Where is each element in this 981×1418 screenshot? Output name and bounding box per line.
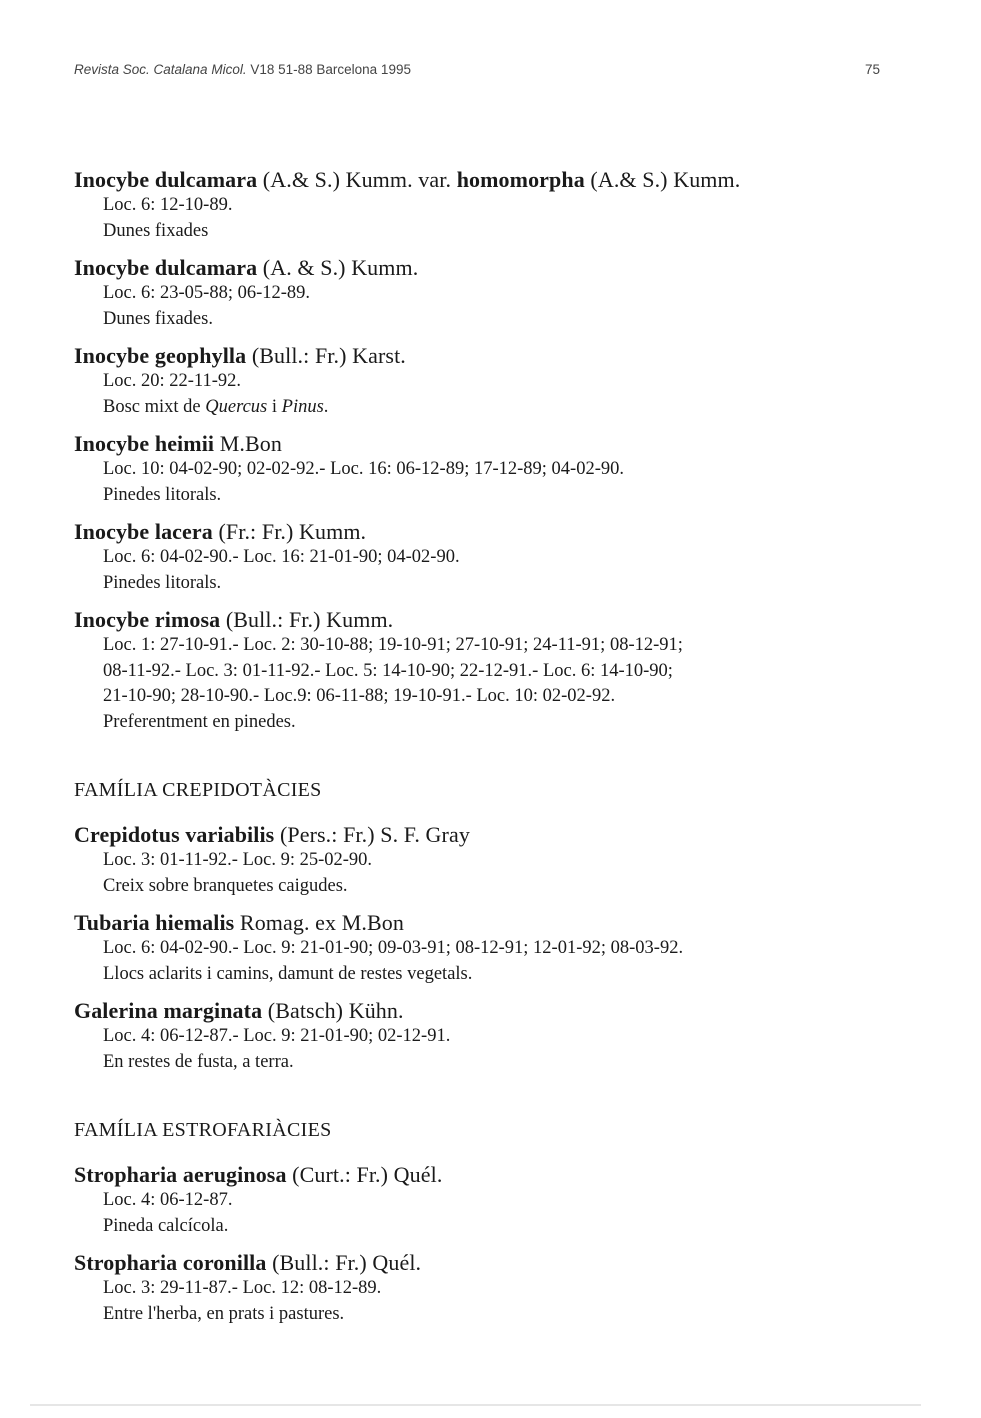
locality-line: Loc. 6: 04-02-90.- Loc. 9: 21-01-90; 09-03-91; 08-12-91; 12-01-92; 08-03-92. bbox=[103, 938, 684, 958]
locality-line: Loc. 4: 06-12-87.- Loc. 9: 21-01-90; 02-12-91. bbox=[103, 1026, 451, 1046]
taxon-name: homomorpha bbox=[456, 167, 585, 192]
species-entry bbox=[74, 342, 894, 420]
species-name bbox=[74, 430, 894, 457]
locality-line: Loc. 4: 06-12-87. bbox=[103, 1190, 233, 1210]
habitat-line: En restes de fusta, a terra. bbox=[103, 1051, 294, 1072]
species-entry bbox=[74, 1161, 894, 1239]
species-entry bbox=[74, 254, 894, 332]
locality-line: Loc. 10: 04-02-90; 02-02-92.- Loc. 16: 06-12-89; 17-12-89; 04-02-90. bbox=[103, 459, 624, 479]
species-entry bbox=[74, 909, 894, 987]
taxon-name: Inocybe heimii bbox=[74, 431, 215, 456]
taxon-authority: (Bull.: Fr.) Kumm. bbox=[220, 607, 394, 632]
species-name bbox=[74, 1161, 894, 1188]
journal-citation: V18 51-88 Barcelona 1995 bbox=[250, 62, 411, 77]
species-name bbox=[74, 606, 894, 633]
locality-line: 08-11-92.- Loc. 3: 01-11-92.- Loc. 5: 14-10-90; 22-12-91.- Loc. 6: 14-10-90; bbox=[103, 660, 673, 681]
species-name bbox=[74, 518, 894, 545]
species-name bbox=[74, 166, 894, 193]
locality-line: Loc. 6: 23-05-88; 06-12-89. bbox=[103, 283, 311, 303]
locality-line: Loc. 3: 29-11-87.- Loc. 12: 08-12-89. bbox=[103, 1278, 382, 1298]
habitat-line: Dunes fixades bbox=[103, 220, 209, 241]
taxon-name: Stropharia coronilla bbox=[74, 1250, 267, 1275]
taxon-authority: Romag. ex M.Bon bbox=[234, 910, 404, 935]
taxon-name: Crepidotus variabilis bbox=[74, 822, 275, 847]
family-heading: FAMÍLIA CREPIDOTÀCIES bbox=[74, 779, 322, 801]
species-name bbox=[74, 997, 894, 1024]
habitat-line: Pineda calcícola. bbox=[103, 1215, 229, 1236]
species-name bbox=[74, 254, 894, 281]
page-edge-shadow bbox=[30, 1404, 921, 1406]
locality-line: Loc. 3: 01-11-92.- Loc. 9: 25-02-90. bbox=[103, 850, 373, 870]
taxon-name: Inocybe dulcamara bbox=[74, 255, 258, 280]
habitat-line: Bosc mixt de Quercus i Pinus. bbox=[103, 396, 329, 417]
habitat-line: Dunes fixades. bbox=[103, 308, 213, 329]
habitat-line: Creix sobre branquetes caigudes. bbox=[103, 875, 348, 896]
running-head bbox=[74, 62, 880, 84]
species-name bbox=[74, 342, 894, 369]
family-heading: FAMÍLIA ESTROFARIÀCIES bbox=[74, 1119, 332, 1141]
species-name bbox=[74, 1249, 894, 1276]
taxon-authority: (A.& S.) Kumm. var. bbox=[257, 167, 457, 192]
species-entry bbox=[74, 606, 894, 735]
species-name bbox=[74, 909, 894, 936]
locality-line: Loc. 20: 22-11-92. bbox=[103, 371, 242, 391]
taxon-name: Stropharia aeruginosa bbox=[74, 1162, 287, 1187]
taxon-name: Inocybe lacera bbox=[74, 519, 213, 544]
habitat-line: Llocs aclarits i camins, damunt de restes vegetals. bbox=[103, 963, 473, 984]
taxon-authority: (Curt.: Fr.) Quél. bbox=[286, 1162, 443, 1187]
species-name bbox=[74, 821, 894, 848]
species-entry bbox=[74, 518, 894, 596]
species-entry bbox=[74, 166, 894, 244]
page-number: 75 bbox=[864, 62, 880, 77]
taxon-authority: (A.& S.) Kumm. bbox=[584, 167, 741, 192]
habitat-line: Preferentment en pinedes. bbox=[103, 711, 296, 732]
taxon-authority: (Fr.: Fr.) Kumm. bbox=[212, 519, 367, 544]
journal-title: Revista Soc. Catalana Micol. bbox=[74, 62, 247, 77]
taxon-name: Tubaria hiemalis bbox=[74, 910, 235, 935]
species-entry bbox=[74, 1249, 894, 1327]
species-entry bbox=[74, 821, 894, 899]
taxon-authority: (Bull.: Fr.) Karst. bbox=[246, 343, 406, 368]
habitat-line: Pinedes litorals. bbox=[103, 484, 222, 505]
locality-line: Loc. 1: 27-10-91.- Loc. 2: 30-10-88; 19-10-91; 27-10-91; 24-11-91; 08-12-91; bbox=[103, 635, 683, 655]
taxon-authority: (A. & S.) Kumm. bbox=[257, 255, 419, 280]
taxon-name: Inocybe dulcamara bbox=[74, 167, 258, 192]
taxon-name: Galerina marginata bbox=[74, 998, 263, 1023]
locality-line: 21-10-90; 28-10-90.- Loc.9: 06-11-88; 19-10-91.- Loc. 10: 02-02-92. bbox=[103, 686, 616, 706]
locality-line: Loc. 6: 12-10-89. bbox=[103, 195, 233, 215]
species-entry bbox=[74, 997, 894, 1075]
taxon-authority: M.Bon bbox=[214, 431, 282, 456]
taxon-name: Inocybe geophylla bbox=[74, 343, 247, 368]
taxon-authority: (Bull.: Fr.) Quél. bbox=[266, 1250, 422, 1275]
locality-line: Loc. 6: 04-02-90.- Loc. 16: 21-01-90; 04-02-90. bbox=[103, 547, 460, 567]
taxon-authority: (Pers.: Fr.) S. F. Gray bbox=[274, 822, 470, 847]
taxon-authority: (Batsch) Kühn. bbox=[262, 998, 404, 1023]
species-list bbox=[74, 166, 894, 1337]
habitat-line: Entre l'herba, en prats i pastures. bbox=[103, 1303, 345, 1324]
habitat-line: Pinedes litorals. bbox=[103, 572, 222, 593]
taxon-name: Inocybe rimosa bbox=[74, 607, 221, 632]
species-entry bbox=[74, 430, 894, 508]
